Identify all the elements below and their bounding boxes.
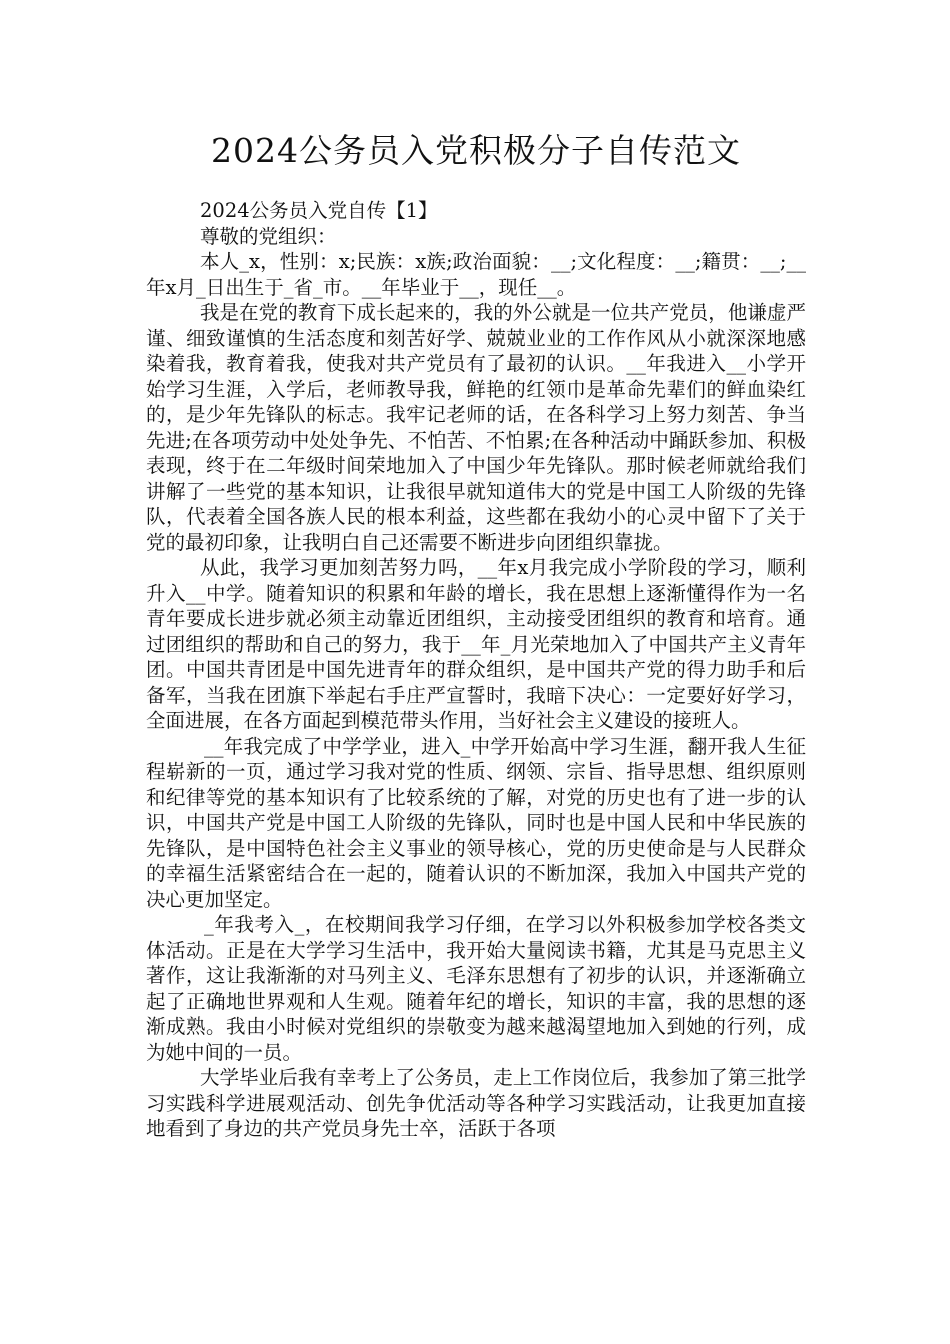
- paragraph-work: 大学毕业后我有幸考上了公务员，走上工作岗位后，我参加了第三批学习实践科学进展观活动、创先争优活动等各种学习实践活动，让我更加直接地看到了身边的共产党员身先士卒，活跃于各项: [146, 1066, 806, 1140]
- salutation: 尊敬的党组织：: [200, 224, 337, 248]
- paragraph-personal-info: 本人_x，性别：x;民族：x族;政治面貌：__;文化程度：__;籍贯：__;__年x月_日出生于_省_市。__年毕业于__，现任__。: [146, 250, 806, 299]
- paragraph-university: _年我考入_，在校期间我学习仔细，在学习以外积极参加学校各类文体活动。正是在大学学习生活中，我开始大量阅读书籍，尤其是马克思主义著作，这让我渐渐的对马列主义、毛泽东思想有了初步的认识，并逐渐确立起了正确地世界观和人生观。随着年纪的增长，知识的丰富，我的思想的逐渐成熟。我由小时候对党组织的崇敬变为越来越渴望地加入到她的行列，成为她中间的一员。: [146, 913, 806, 1064]
- paragraph-childhood: 我是在党的教育下成长起来的，我的外公就是一位共产党员，他谦虚严谨、细致谨慎的生活态度和刻苦好学、兢兢业业的工作作风从小就深深地感染着我，教育着我，使我对共产党员有了最初的认识。__年我进入__小学开始学习生涯，入学后，老师教导我，鲜艳的红领巾是革命先辈们的鲜血染红的，是少年先锋队的标志。我牢记老师的话，在各科学习上努力刻苦、争当先进;在各项劳动中处处争先、不怕苦、不怕累;在各种活动中踊跃参加、积极表现，终于在二年级时间荣地加入了中国少年先锋队。那时候老师就给我们讲解了一些党的基本知识，让我很早就知道伟大的党是中国工人阶级的先锋队，代表着全国各族人民的根本利益，这些都在我幼小的心灵中留下了关于党的最初印象，让我明白自己还需要不断进步向团组织靠拢。: [146, 301, 806, 554]
- section-subtitle: 2024公务员入党自传【1】: [200, 199, 438, 222]
- paragraph-middle-school: 从此，我学习更加刻苦努力吗，__年x月我完成小学阶段的学习，顺利升入__中学。随着知识的积累和年龄的增长，我在思想上逐渐懂得作为一名青年要成长进步就必须主动靠近团组织，主动接受团组织的教育和培育。通过团组织的帮助和自己的努力，我于__年_月光荣地加入了中国共产主义青年团。中国共青团是中国先进青年的群众组织，是中国共产党的得力助手和后备军，当我在团旗下举起右手庄严宣誓时，我暗下决心：一定要好好学习，全面进展，在各方面起到模范带头作用，当好社会主义建设的接班人。: [146, 556, 806, 732]
- paragraph-high-school: __年我完成了中学学业，进入_中学开始高中学习生涯，翻开我人生征程崭新的一页，通过学习我对党的性质、纲领、宗旨、指导思想、组织原则和纪律等党的基本知识有了比较系统的了解，对党的历史也有了进一步的认识，中国共产党是中国工人阶级的先锋队，同时也是中国人民和中华民族的先锋队，是中国特色社会主义事业的领导核心，党的历史使命是与人民群众的幸福生活紧密结合在一起的，随着认识的不断加深，我加入中国共产党的决心更加坚定。: [146, 734, 806, 911]
- document-title: 2024公务员入党积极分子自传范文: [211, 131, 741, 170]
- document-body: [146, 198, 806, 1142]
